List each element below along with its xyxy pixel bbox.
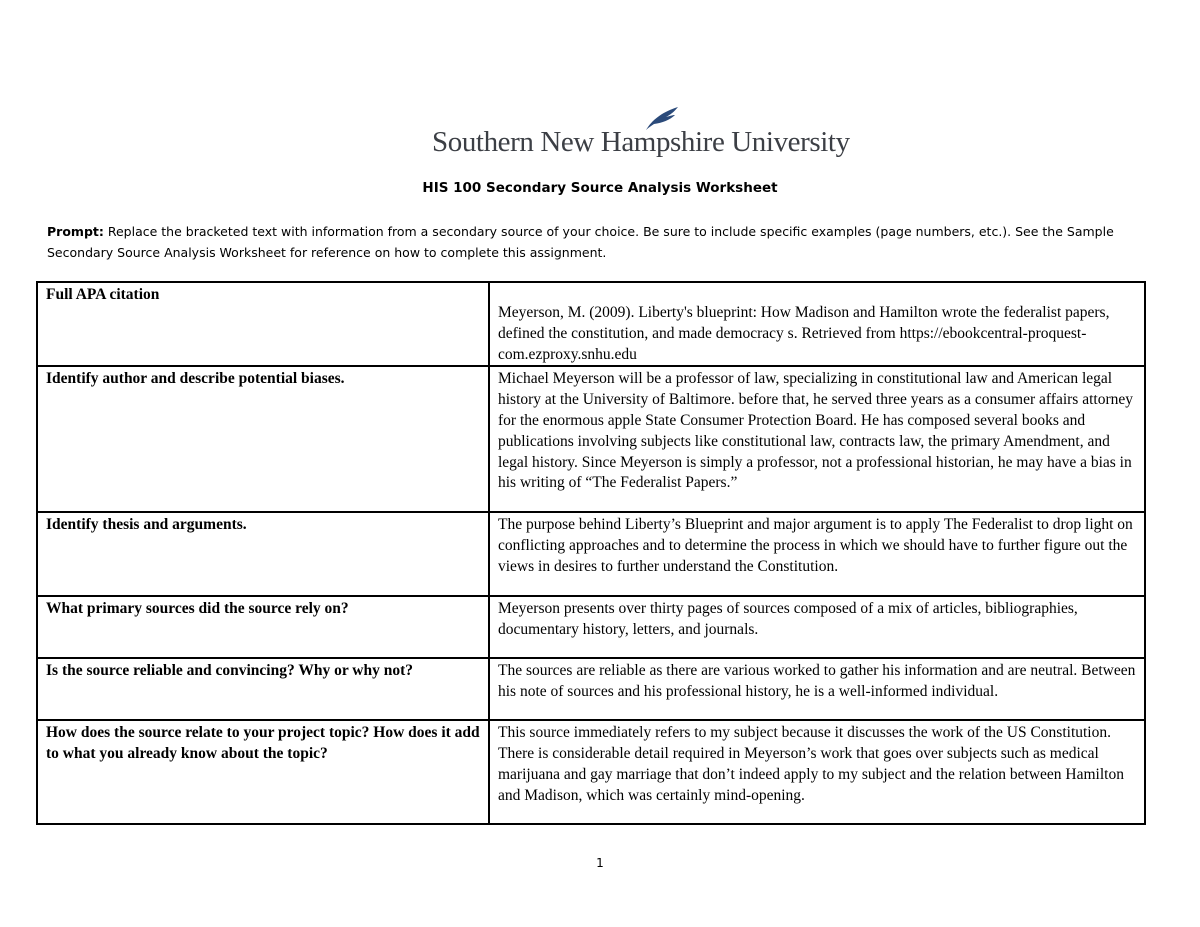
prompt-text: Replace the bracketed text with information from a secondary source of your choice. Be sure to include specific examples (page numbers, etc.). See the Sample Secondary Source Analysis Worksheet for reference on how to complete this assignment. xyxy=(47,224,1114,260)
answer-cell: The purpose behind Liberty’s Blueprint and major argument is to apply The Federalist to drop light on conflicting approaches and to determine the process in which we should have to further figure out the views in desires to further understand the Constitution. xyxy=(489,512,1145,596)
answer-cell: This source immediately refers to my subject because it discusses the work of the US Constitution. There is considerable detail required in Meyerson’s work that goes over subjects such as medical marijuana and gay marriage that don’t indeed apply to my subject and the relation between Hamilton and Madison, which was certainly mind-opening. xyxy=(489,720,1145,824)
question-cell: Is the source reliable and convincing? Why or why not? xyxy=(37,658,489,720)
question-cell: Identify author and describe potential biases. xyxy=(37,366,489,512)
table-row xyxy=(37,720,1145,824)
answer-cell: Michael Meyerson will be a professor of law, specializing in constitutional law and American legal history at the University of Baltimore. before that, he served three years as a consumer affairs attorney for the enormous apple State Consumer Protection Board. He has composed several books and publications involving subjects like constitutional law, contracts law, the primary Amendment, and legal history. Since Meyerson is simply a professor, not a professional historian, he may have a bias in his writing of “The Federalist Papers.” xyxy=(489,366,1145,512)
worksheet-title: HIS 100 Secondary Source Analysis Worksheet xyxy=(422,180,778,196)
table-row xyxy=(37,282,1145,366)
prompt-label: Prompt: xyxy=(47,224,104,239)
page-number: 1 xyxy=(596,856,604,870)
logo-text: Southern New Hampshire University xyxy=(432,126,850,158)
answer-cell: Meyerson presents over thirty pages of sources composed of a mix of articles, bibliographies, documentary history, letters, and journals. xyxy=(489,596,1145,658)
answer-cell: Meyerson, M. (2009). Liberty's blueprint: How Madison and Hamilton wrote the federalist papers, defined the constitution, and made democracy s. Retrieved from https://ebookcentral-proquest- com.ezproxy.snhu.edu xyxy=(489,282,1145,366)
question-cell: How does the source relate to your project topic? How does it add to what you already know about the topic? xyxy=(37,720,489,824)
question-cell: Identify thesis and arguments. xyxy=(37,512,489,596)
table-row xyxy=(37,658,1145,720)
table-row xyxy=(37,512,1145,596)
table-row xyxy=(37,596,1145,658)
analysis-table xyxy=(36,281,1146,825)
university-logo xyxy=(432,106,850,162)
table-row xyxy=(37,366,1145,512)
prompt-paragraph xyxy=(47,221,1157,263)
question-cell: What primary sources did the source rely on? xyxy=(37,596,489,658)
answer-cell: The sources are reliable as there are various worked to gather his information and are neutral. Between his note of sources and his professional history, he is a well-informed individual. xyxy=(489,658,1145,720)
question-cell: Full APA citation xyxy=(37,282,489,366)
